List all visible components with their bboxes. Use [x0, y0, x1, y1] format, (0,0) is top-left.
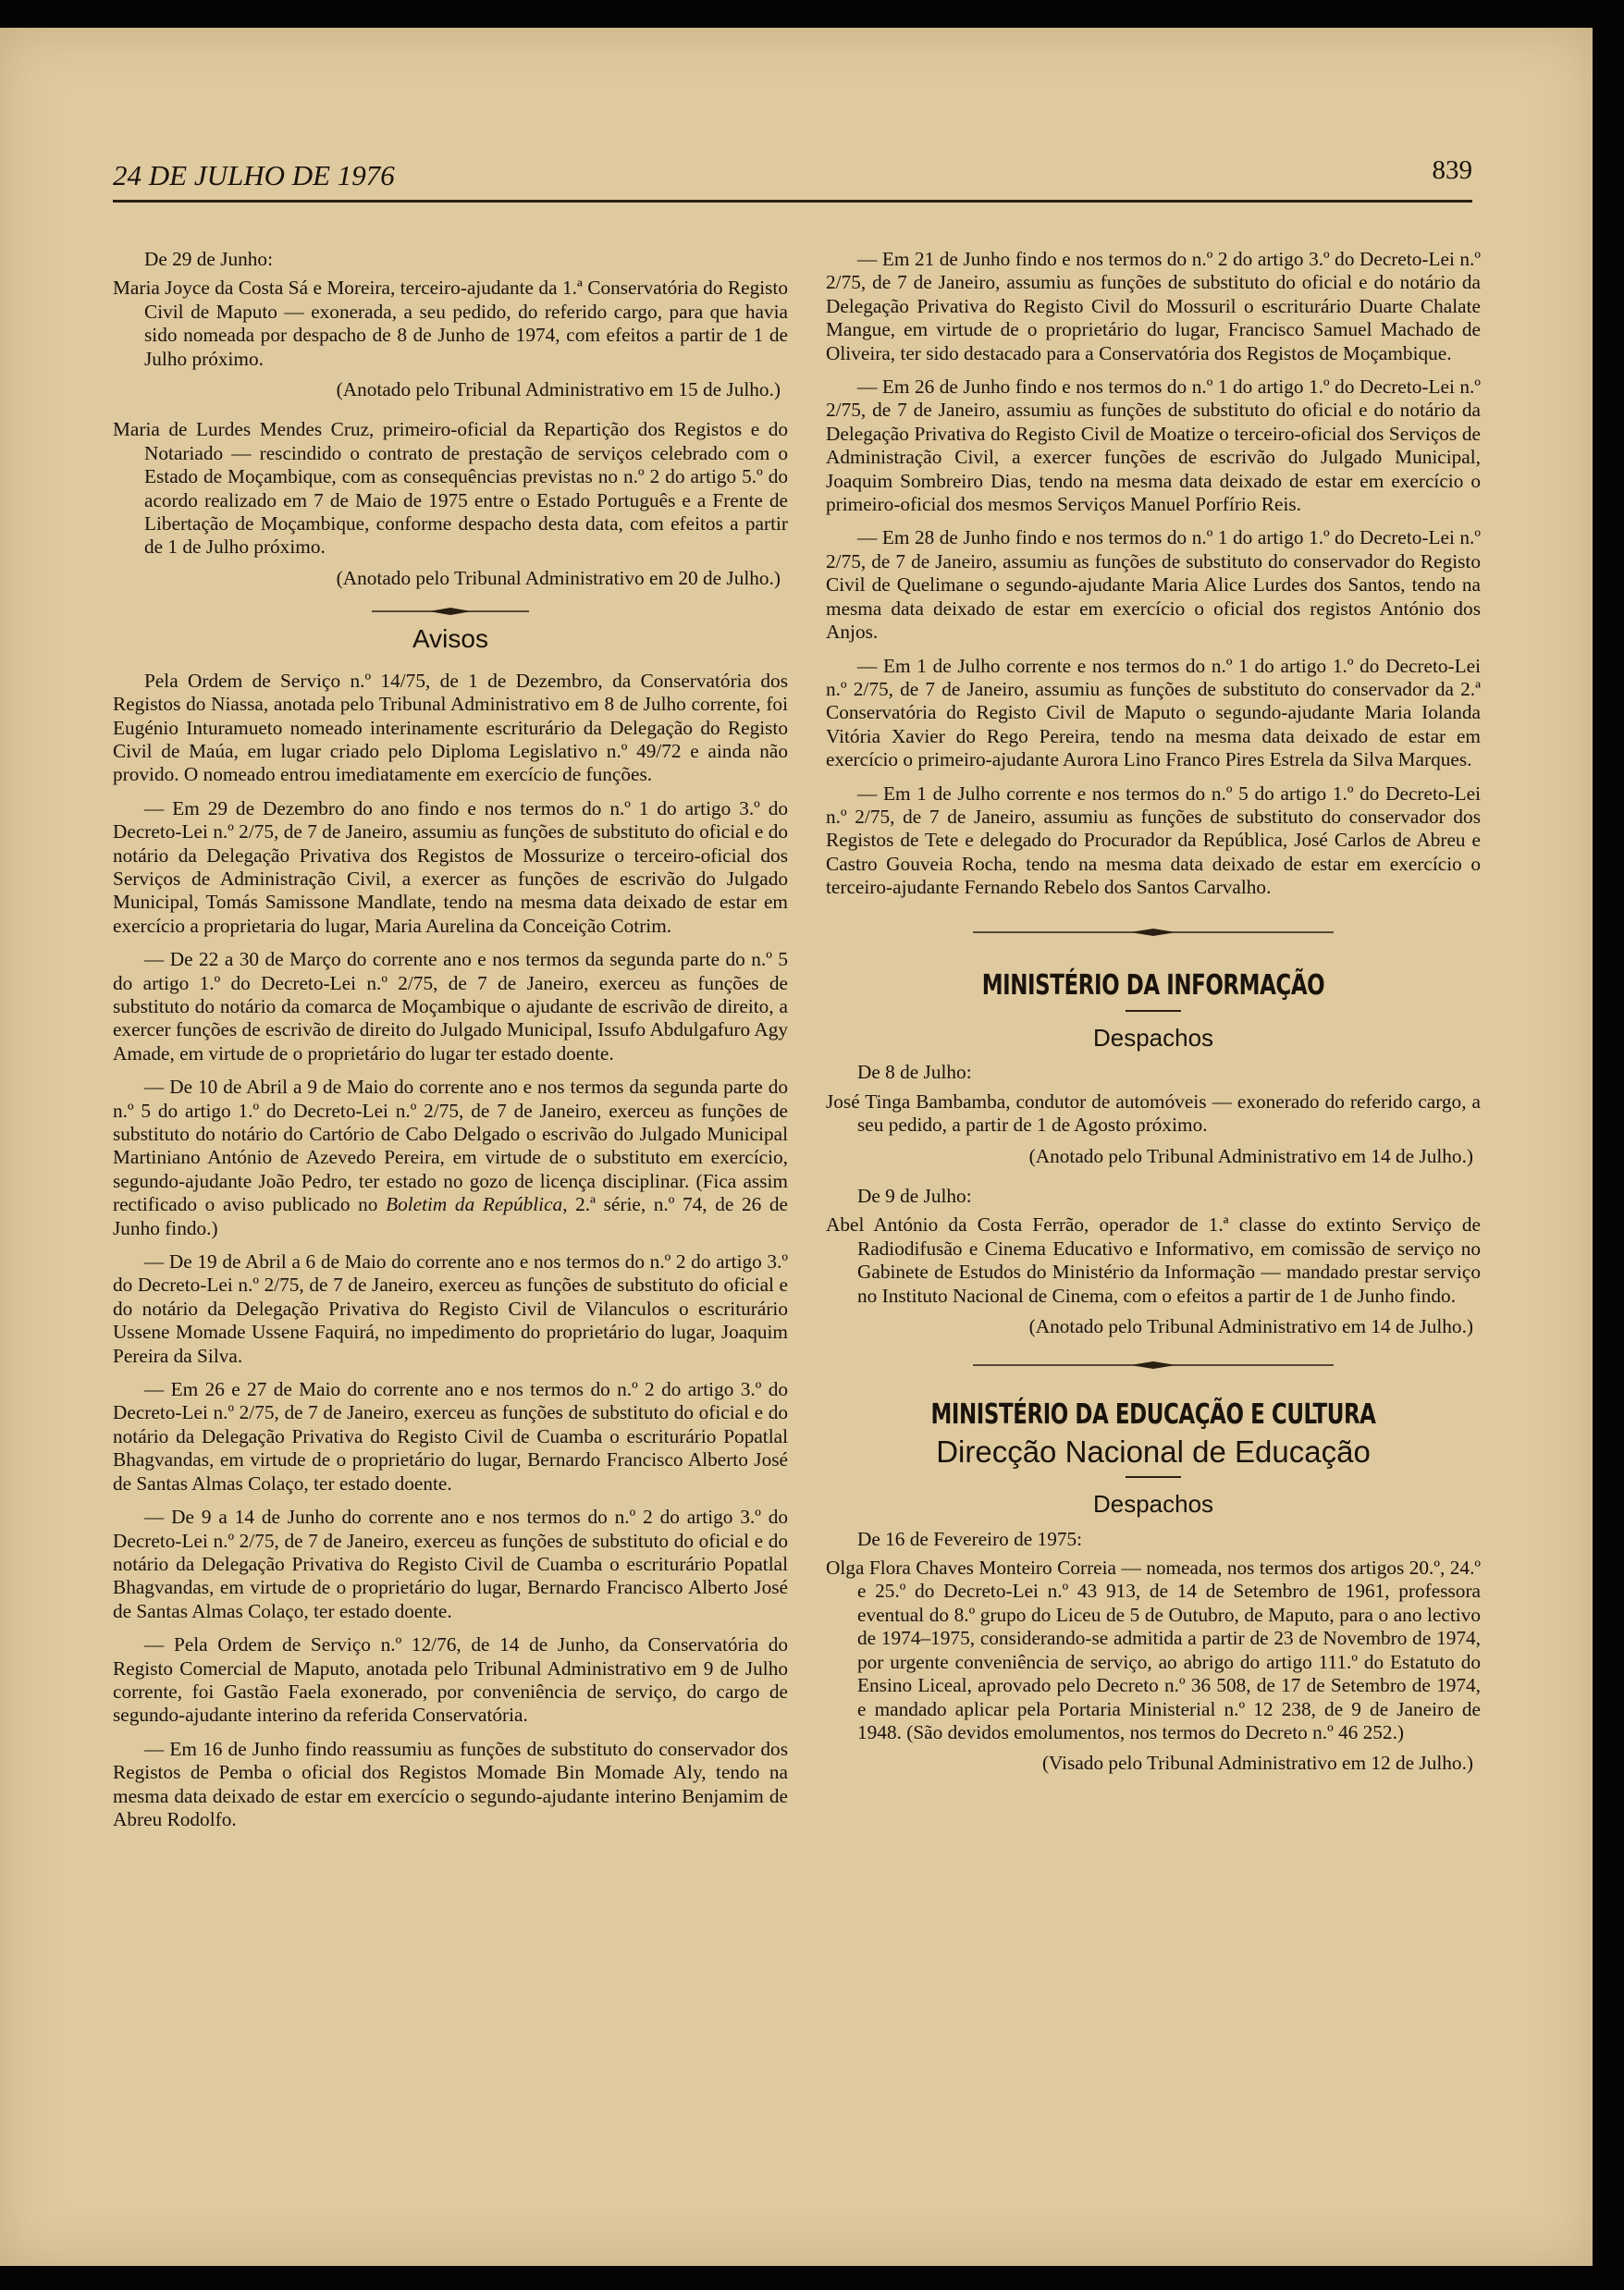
dispatch-date: De 29 de Junho: [144, 248, 274, 270]
section-separator [973, 928, 1334, 937]
notice-paragraph: — Em 26 de Junho findo e nos termos do n.º 1 do artigo 1.º do Decreto-Lei n.º 2/75, de 7 de Janeiro, assumiu as funções de substituto do oficial e do notário da Delegação Privativa do Registo Civil de Moatize o terceiro-oficial dos Serviços de Administração Civil, a exercer funções de escrivão do Julgado Municipal, Joaquim Sombreiro Dias, tendo na mesma data deixado de estar em exercício o primeiro-oficial dos mesmos Serviços Manuel Porfírio Reis. [826, 376, 1481, 516]
annotation-note: (Visado pelo Tribunal Administrativo em 12 de Julho.) [1041, 1752, 1473, 1775]
notice-paragraph: — Em 21 de Junho findo e nos termos do n.º 2 do artigo 3.º do Decreto-Lei n.º 2/75, de 7 de Janeiro, assumiu as funções de substituto do oficial e do notário da Delegação Privativa do Registo Civil do Mossuril o escriturário Duarte Chalate Mangue, em virtude de o proprietário do lugar, Francisco Samuel Machado de Oliveira, ter sido destacado para a Conservatória dos Registos de Moçambique. [826, 248, 1481, 364]
section-heading-avisos: Avisos [412, 624, 488, 654]
notice-paragraph: Pela Ordem de Serviço n.º 14/75, de 1 de Dezembro, da Conservatória dos Registos do Niassa, anotada pelo Tribunal Administrativo em 8 de Julho corrente, foi Eugénio Inturamueto nomeado interinamente escriturário da Delegação do Registo Civil de Maúa, em lugar criado pelo Diploma Legislativo n.º 49/72 e ainda não provido. O nomeado entrou imediatamente em exercício de funções. [113, 669, 788, 786]
dispatch-date: De 8 de Julho: [857, 1061, 972, 1084]
right-column [826, 248, 1481, 1792]
dispatch-entry: Maria Joyce da Costa Sá e Moreira, terceiro-ajudante da 1.ª Conservatória do Registo Civil de Maputo — exonerada, a seu pedido, do referido cargo, para que havia sido nomeada por despacho de 8 de Junho de 1974, com efeitos a partir de 1 de Julho próximo. [113, 277, 788, 370]
dispatch-entry: José Tinga Bambamba, condutor de automóveis — exonerado do referido cargo, a seu pedido, a partir de 1 de Agosto próximo. [826, 1090, 1481, 1137]
notice-paragraph [113, 1076, 788, 1240]
publication-title: Boletim da República [386, 1193, 563, 1216]
dispatch-entry: Olga Flora Chaves Monteiro Correia — nomeada, nos termos dos artigos 20.º, 24.º e 25.º do Decreto-Lei n.º 43 913, de 14 de Setembro de 1961, professora eventual do 8.º grupo do Liceu de 5 de Outubro, de Maputo, para o ano lectivo de 1974–1975, considerando-se admitida a partir de 23 de Novembro de 1974, por urgente conveniência de serviço, ao abrigo do artigo 111.º do Estatuto do Ensino Liceal, aprovado pelo Decreto n.º 36 508, de 17 de Setembro de 1974, e mandado aplicar pela Portaria Ministerial n.º 12 238, de 9 de Janeiro de 1948. (São devidos emolumentos, nos termos do Decreto n.º 46 252.) [826, 1557, 1481, 1743]
notice-paragraph: — Em 29 de Dezembro do ano findo e nos termos do n.º 1 do artigo 3.º do Decreto-Lei n.º 2/75, de 7 de Janeiro, assumiu as funções de substituto do oficial e do notário da Delegação Privativa dos Registos de Mossurize o terceiro-oficial dos Serviços de Administração Civil, a exercer as funções de escrivão do Julgado Municipal, Tomás Samissone Mandlate, tendo na mesma data deixado de estar em exercício a proprietaria do lugar, Maria Aurelina da Conceição Cotrim. [113, 796, 788, 937]
notice-paragraph: — De 22 a 30 de Março do corrente ano e nos termos da segunda parte do n.º 5 do artigo 1.º do Decreto-Lei n.º 2/75, de 7 de Janeiro, exerceu as funções de substituto do notário da comarca de Moçambique o ajudante de escrivão de direito, a exercer funções de escrivão de direito do Julgado Municipal, Issufo Abdulgafuro Agy Amade, em virtude de o proprietário do lugar ter estado doente. [113, 948, 788, 1065]
notice-paragraph: — Em 28 de Junho findo e nos termos do n.º 1 do artigo 1.º do Decreto-Lei n.º 2/75, de 7 de Janeiro, assumiu as funções de substituto do conservador do Registo Civil de Quelimane o segundo-ajudante Maria Alice Lurdes dos Santos, tendo na mesma data deixado de estar em exercício o oficial dos registos António dos Anjos. [826, 526, 1481, 644]
notice-text: , 2.ª série, n.º 74, de 26 de Junho findo.) [113, 1193, 788, 1239]
annotation-note: (Anotado pelo Tribunal Administrativo em 14 de Julho.) [1028, 1315, 1473, 1338]
dispatch-entry: Abel António da Costa Ferrão, operador de 1.ª classe do extinto Serviço de Radiodifusão e Cinema Educativo e Informativo, em comissão de serviço no Gabinete de Estudos do Ministério da Informação — mandado prestar serviço no Instituto Nacional de Cinema, com o efeitos a partir de 1 de Junho findo. [826, 1213, 1481, 1307]
ministry-heading-information: MINISTÉRIO DA INFORMAÇÃO [981, 968, 1325, 1002]
heading-rule [1126, 1010, 1181, 1012]
page-number: 839 [1432, 155, 1472, 185]
gazette-page [0, 28, 1593, 2266]
ministry-heading-education: MINISTÉRIO DA EDUCAÇÃO E CULTURA [930, 1398, 1376, 1432]
annotation-note: (Anotado pelo Tribunal Administrativo em 20 de Julho.) [336, 566, 781, 589]
dispatch-date: De 9 de Julho: [857, 1185, 972, 1207]
notice-text: — De 10 de Abril a 9 de Maio do corrente ano e nos termos da segunda parte do n.º 5 do artigo 1.º do Decreto-Lei n.º 2/75, de 7 de Janeiro, exerceu as funções de substituto do notário do Cartório de Cabo Delgado o escrivão do Julgado Municipal Martiniano António de Azevedo Pereira, em virtude de o substituto em exercício, segundo-ajudante João Pedro, ter estado no gozo de licença disciplinar. (Fica assim rectificado o aviso publicado no [113, 1076, 788, 1216]
notice-paragraph: — Em 26 e 27 de Maio do corrente ano e nos termos do n.º 2 do artigo 3.º do Decreto-Lei n.º 2/75, de 7 de Janeiro, exerceu as funções de substituto do oficial e do notário da Delegação Privativa do Registo Civil de Cuamba o escriturário Popatlal Bhagvandas, em virtude de o proprietário do lugar, Bernardo Francisco Alberto José de Santas Almas Colaço, ter estado doente. [113, 1378, 788, 1495]
notice-paragraph: — Pela Ordem de Serviço n.º 12/76, de 14 de Junho, da Conservatória do Registo Comercial de Maputo, anotada pelo Tribunal Administrativo em 9 de Julho corrente, foi Gastão Faela exonerado, por conveniência de serviço, do cargo de segundo-ajudante interino da referida Conservatória. [113, 1633, 788, 1727]
section-separator [973, 1360, 1334, 1370]
header-date: 24 DE JULHO DE 1976 [113, 159, 395, 191]
annotation-note: (Anotado pelo Tribunal Administrativo em 14 de Julho.) [1028, 1144, 1473, 1167]
heading-rule [1126, 1476, 1181, 1478]
left-column [113, 248, 788, 1841]
despachos-heading: Despachos [1092, 1023, 1214, 1052]
directorate-heading: Direcção Nacional de Educação [936, 1434, 1371, 1469]
notice-paragraph: — Em 16 de Junho findo reassumiu as funções de substituto do conservador dos Registos de Pemba o oficial dos Registos Momade Bin Momade Aly, tendo na mesma data deixado de estar em exercício o segundo-ajudante interino Benjamim de Abreu Rodolfo. [113, 1737, 788, 1830]
dispatch-entry: Maria de Lurdes Mendes Cruz, primeiro-oficial da Repartição dos Registos e do Notariado — rescindido o contrato de prestação de serviços celebrado com o Estado de Moçambique, com as consequências previstas no n.º 2 do artigo 5.º do acordo realizado em 7 de Maio de 1975 entre o Estado Português e a Frente de Libertação de Moçambique, conforme despacho desta data, com efeitos a partir de 1 de Julho próximo. [113, 418, 788, 559]
despachos-heading: Despachos [1092, 1490, 1214, 1519]
notice-paragraph: — De 19 de Abril a 6 de Maio do corrente ano e nos termos do n.º 2 do artigo 3.º do Decreto-Lei n.º 2/75, de 7 de Janeiro, exerceu as funções de substituto do oficial e do notário da Delegação Privativa do Registo Civil de Vilanculos o escriturário Ussene Momade Ussene Faquirá, no impedimento do proprietário do lugar, Joaquim Pereira da Silva. [113, 1250, 788, 1367]
notice-paragraph: — De 9 a 14 de Junho do corrente ano e nos termos do n.º 2 do artigo 3.º do Decreto-Lei n.º 2/75, de 7 de Janeiro, exerceu as funções de substituto do oficial e do notário da Delegação Privativa do Registo Civil de Cuamba o escriturário Popatlal Bhagvandas, em virtude de o proprietário do lugar, Bernardo Francisco Alberto José de Santas Almas Colaço, ter estado doente. [113, 1506, 788, 1622]
annotation-note: (Anotado pelo Tribunal Administrativo em 15 de Julho.) [336, 378, 781, 401]
notice-paragraph: — Em 1 de Julho corrente e nos termos do n.º 1 do artigo 1.º do Decreto-Lei n.º 2/75, de 7 de Janeiro, assumiu as funções de substituto do conservador da 2.ª Conservatória do Registo Civil de Maputo o segundo-ajudante Maria Iolanda Vitória Xavier do Rego Pereira, tendo na mesma data deixado de estar em exercício o primeiro-ajudante Aurora Lino Franco Pires Estrela da Silva Marques. [826, 654, 1481, 771]
page-header [113, 154, 1472, 203]
dispatch-date: De 16 de Fevereiro de 1975: [857, 1527, 1083, 1550]
notice-paragraph: — Em 1 de Julho corrente e nos termos do n.º 5 do artigo 1.º do Decreto-Lei n.º 2/75, de 7 de Janeiro, assumiu as funções de substituto do conservador dos Registos de Tete e delegado do Procurador da República, José Carlos de Abreu e Castro Gouveia Rocha, tendo na mesma data deixado de estar em exercício o terceiro-ajudante Fernando Rebelo dos Santos Carvalho. [826, 782, 1481, 899]
section-separator [372, 607, 529, 616]
